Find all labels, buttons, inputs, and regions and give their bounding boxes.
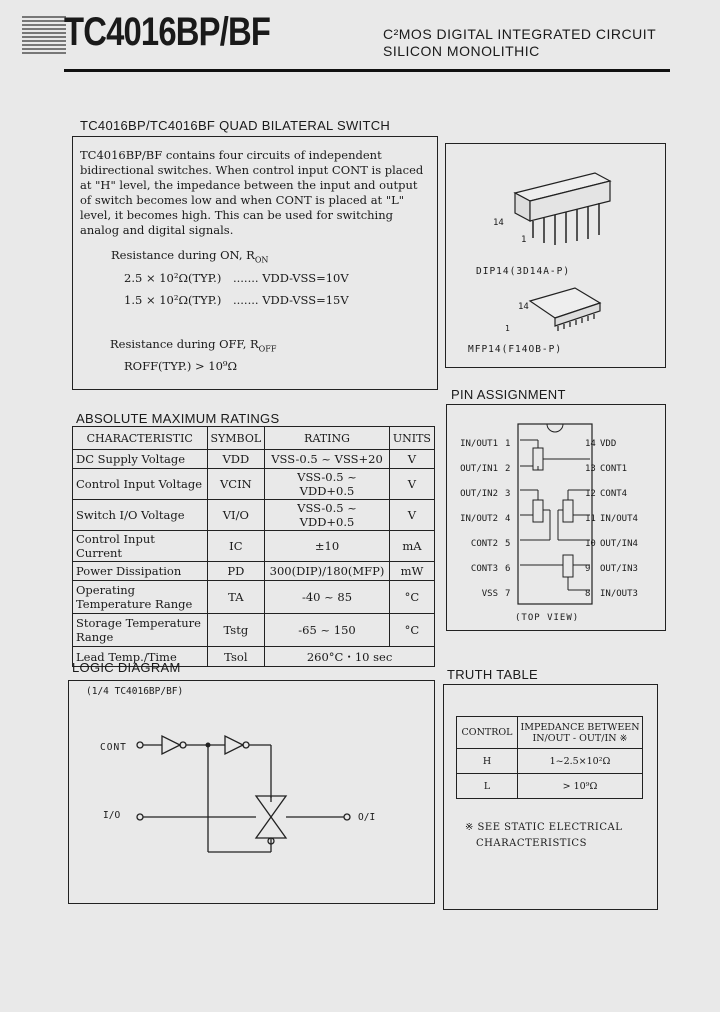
cell-characteristic: Storage Temperature Range <box>73 614 208 647</box>
pin-1-name: IN/OUT1 <box>460 439 498 449</box>
pin-7-number: 7 <box>505 589 511 599</box>
table-row <box>73 450 435 469</box>
table-row <box>73 581 435 614</box>
ron-label: Resistance during ON, $R_{ON}$ <box>111 248 269 265</box>
cell-symbol: IC <box>207 531 265 562</box>
mfp-label: MFP14(F14OB-P) <box>468 344 563 355</box>
inverter-1-icon <box>162 736 180 754</box>
inverter-2-icon <box>225 736 243 754</box>
transmission-gate-bottom-icon <box>256 817 286 838</box>
cell-characteristic: Operating Temperature Range <box>73 581 208 614</box>
truth-heading: TRUTH TABLE <box>447 667 538 682</box>
io-label: I/O <box>103 810 121 821</box>
mfp14-package-icon <box>530 288 600 331</box>
pin-4-name: IN/OUT2 <box>460 514 498 524</box>
pin-5-number: 5 <box>505 539 511 549</box>
top-view-label: (TOP VIEW) <box>515 613 580 623</box>
cell-control: H <box>457 749 518 774</box>
col-units: UNITS <box>389 427 434 450</box>
intro-heading: TC4016BP/TC4016BF QUAD BILATERAL SWITCH <box>80 118 391 133</box>
cell-symbol: Tstg <box>207 614 265 647</box>
col-control: CONTROL <box>457 717 518 749</box>
pin-3-number: 3 <box>505 489 511 499</box>
cell-units: mW <box>389 562 434 581</box>
pin-right-names <box>600 432 638 607</box>
cell-rating: 300(DIP)/180(MFP) <box>265 562 390 581</box>
logic-circuit <box>68 680 433 902</box>
cell-rating: VSS-0.5 ~ VSS+20 <box>265 450 390 469</box>
cell-rating: -40 ~ 85 <box>265 581 390 614</box>
pin-4-number: 4 <box>505 514 511 524</box>
table-row <box>73 562 435 581</box>
pin-11-name: IN/OUT4 <box>600 514 638 524</box>
dip-pin-14-label: 14 <box>493 218 504 228</box>
truth-note-1: ※ SEE STATIC ELECTRICAL <box>465 822 623 833</box>
dip-pin-1-label: 1 <box>521 235 527 245</box>
ratings-header-row <box>73 427 435 450</box>
mfp-pin-1-label: 1 <box>505 324 510 333</box>
dip-label: DIP14(3D14A-P) <box>476 266 571 277</box>
truth-table <box>456 716 643 799</box>
pin-2-number: 2 <box>505 464 511 474</box>
cell-rating: -65 ~ 150 <box>265 614 390 647</box>
col-symbol: SYMBOL <box>207 427 265 450</box>
pin-right-numbers <box>585 432 596 607</box>
package-drawings <box>445 143 664 366</box>
cont-label: CONT <box>100 742 127 753</box>
switch-2-icon <box>533 500 543 522</box>
cell-characteristic: Control Input Voltage <box>73 469 208 500</box>
table-row <box>73 531 435 562</box>
cell-rating: ±10 <box>265 531 390 562</box>
cell-rating: VSS-0.5 ~ VDD+0.5 <box>265 469 390 500</box>
pin-11-number: 11 <box>585 514 596 524</box>
ratings-table <box>72 426 435 667</box>
truth-header-row <box>457 717 643 749</box>
dip14-package-icon <box>515 173 610 245</box>
logic-heading: LOGIC DIAGRAM <box>72 660 181 675</box>
header-subtitle <box>383 26 656 60</box>
cell-characteristic: Power Dissipation <box>73 562 208 581</box>
header-rule <box>64 69 670 72</box>
cell-characteristic: Switch I/O Voltage <box>73 500 208 531</box>
roff-value: ROFF(TYP.) > 10⁹Ω <box>124 359 238 373</box>
pin-1-number: 1 <box>505 439 511 449</box>
pin-2-name: OUT/IN1 <box>460 464 498 474</box>
cell-units: V <box>389 469 434 500</box>
cell-rating: VSS-0.5 ~ VDD+0.5 <box>265 500 390 531</box>
description-text <box>80 148 430 238</box>
cell-units: °C <box>389 614 434 647</box>
part-number-title: TC4016BP/BF <box>64 10 271 54</box>
ratings-heading: ABSOLUTE MAXIMUM RATINGS <box>76 411 280 426</box>
pin-9-name: OUT/IN3 <box>600 564 638 574</box>
pin-7-name: VSS <box>481 589 498 599</box>
pin-14-number: 14 <box>585 439 596 449</box>
cell-symbol: TA <box>207 581 265 614</box>
subtitle-line-1: C²MOS DIGITAL INTEGRATED CIRCUIT <box>383 26 657 42</box>
table-row <box>73 469 435 500</box>
cell-units: °C <box>389 581 434 614</box>
switch-3-icon <box>563 555 573 577</box>
table-row <box>457 749 643 774</box>
pin-6-number: 6 <box>505 564 511 574</box>
table-row <box>73 500 435 531</box>
cell-characteristic: Lead Temp./Time <box>73 647 208 667</box>
ron-line-2: 1.5 × 10²Ω(TYP.) ....... VDD-VSS=15V <box>124 293 349 307</box>
subtitle-line-2: SILICON MONOLITHIC <box>383 43 540 59</box>
cell-characteristic: DC Supply Voltage <box>73 450 208 469</box>
cell-characteristic: Control Input Current <box>73 531 208 562</box>
oi-label: O/I <box>358 812 376 823</box>
cell-symbol: VI/O <box>207 500 265 531</box>
cell-symbol: VDD <box>207 450 265 469</box>
cell-symbol: PD <box>207 562 265 581</box>
col-rating: RATING <box>265 427 390 450</box>
ron-line-1: 2.5 × 10²Ω(TYP.) ....... VDD-VSS=10V <box>124 271 349 285</box>
cell-rating: 260°C・10 sec <box>265 647 435 667</box>
description-paragraph: TC4016BP/BF contains four circuits of independent bidirectional switches. When control input CONT is placed at "H" level, the impedance between the input and output of switch becomes low and when CONT is placed at "L" level, it becomes high. This can be used for switching analog and digital signals. <box>80 148 424 237</box>
pin-10-number: 10 <box>585 539 596 549</box>
cell-symbol: Tsol <box>207 647 265 667</box>
pin-12-name: CONT4 <box>600 489 628 499</box>
cell-control: L <box>457 774 518 799</box>
pin-5-name: CONT2 <box>470 539 498 549</box>
pin-8-number: 8 <box>585 589 591 599</box>
cell-units: V <box>389 450 434 469</box>
pin-13-name: CONT1 <box>600 464 628 474</box>
pin-9-number: 9 <box>585 564 591 574</box>
col-characteristic: CHARACTERISTIC <box>73 427 208 450</box>
table-row <box>73 614 435 647</box>
pin-14-name: VDD <box>600 439 617 449</box>
cell-units: mA <box>389 531 434 562</box>
pin-left-numbers <box>505 432 510 607</box>
pin-left-names <box>456 432 498 607</box>
cell-impedance: > 10⁹Ω <box>518 774 643 799</box>
pin-8-name: IN/OUT3 <box>600 589 638 599</box>
header-logo-hatch <box>22 16 66 56</box>
table-row <box>457 774 643 799</box>
cell-impedance: 1~2.5×10²Ω <box>518 749 643 774</box>
col-impedance: IMPEDANCE BETWEEN IN/OUT - OUT/IN ※ <box>518 717 643 749</box>
pin-10-name: OUT/IN4 <box>600 539 638 549</box>
logic-subtitle: (1/4 TC4016BP/BF) <box>86 686 184 697</box>
pin-12-number: 12 <box>585 489 596 499</box>
cell-symbol: VCIN <box>207 469 265 500</box>
pin-13-number: 13 <box>585 464 596 474</box>
cell-units: V <box>389 500 434 531</box>
mfp-pin-14-label: 14 <box>518 302 529 312</box>
truth-note-2: CHARACTERISTICS <box>476 838 587 849</box>
pin-3-name: OUT/IN2 <box>460 489 498 499</box>
switch-4-icon <box>563 500 573 522</box>
pin-6-name: CONT3 <box>470 564 498 574</box>
pin-heading: PIN ASSIGNMENT <box>451 387 566 402</box>
roff-label: Resistance during OFF, $R_{OFF}$ <box>110 337 277 354</box>
